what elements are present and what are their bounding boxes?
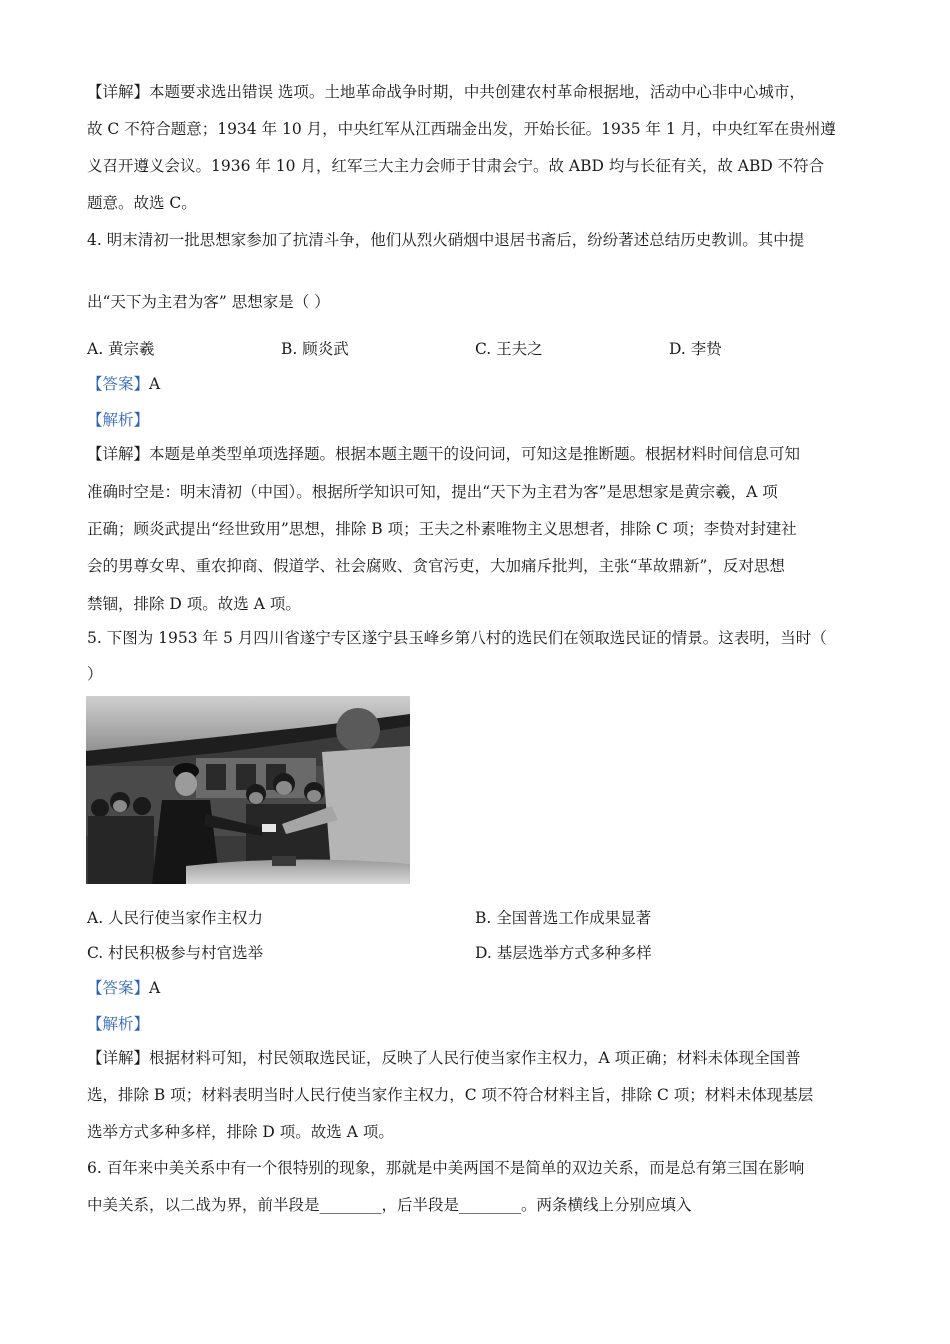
q5-option-a: A. 人民行使当家作主权力 — [87, 909, 264, 927]
q5-answer-tag: 【答案】 — [87, 979, 150, 997]
voter-registration-photo — [86, 696, 410, 884]
q5-option-b: B. 全国普选工作成果显著 — [475, 909, 652, 927]
q4-stem-line-1: 4. 明末清初一批思想家参加了抗清斗争，他们从烈火硝烟中退居书斋后，纷纷著述总结历史教训。其中提 — [87, 231, 805, 249]
q3-detail-line-4: 题意。故选 C。 — [87, 194, 197, 212]
q4-detail-line-1: 【详解】本题是单类型单项选择题。根据本题主题干的设问词，可知这是推断题。根据材料时间信息可知 — [87, 445, 801, 463]
q5-answer-value: A — [149, 979, 161, 997]
q5-answer — [87, 978, 160, 998]
q5-stem-line-2: ） — [87, 665, 103, 683]
q4-detail-line-5: 禁锢，排除 D 项。故选 A 项。 — [87, 595, 301, 613]
q5-detail-line-3: 选举方式多种多样，排除 D 项。故选 A 项。 — [87, 1123, 394, 1141]
q4-detail-line-3: 正确；顾炎武提出“经世致用”思想，排除 B 项；王夫之朴素唯物主义思想者，排除 C 项；李贽对封建社 — [87, 520, 797, 538]
q6-stem-line-2: 中美关系，以二战为界，前半段是________，后半段是________。两条横线上分别应填入 — [87, 1196, 692, 1214]
q3-detail-line-2: 故 C 不符合题意；1934 年 10 月，中央红军从江西瑞金出发，开始长征。1935 年 1 月，中央红军在贵州遵 — [87, 120, 836, 138]
q4-detail-line-4: 会的男尊女卑、重农抑商、假道学、社会腐败、贪官污吏，大加痛斥批判，主张“革故鼎新”，反对思想 — [87, 557, 785, 575]
q4-detail-line-2: 准确时空是：明末清初（中国）。根据所学知识可知，提出“天下为主君为客”是思想家是黄宗羲，A 项 — [87, 483, 778, 501]
q4-analysis-tag: 【解析】 — [87, 411, 150, 429]
q3-detail-line-3: 义召开遵义会议。1936 年 10 月，红军三大主力会师于甘肃会宁。故 ABD 均与长征有关，故 ABD 不符合 — [87, 157, 825, 175]
q5-analysis-tag: 【解析】 — [87, 1015, 150, 1033]
q5-stem-line-1: 5. 下图为 1953 年 5 月四川省遂宁专区遂宁县玉峰乡第八村的选民们在领取选民证的情景。这表明，当时（ — [87, 629, 827, 647]
q4-option-d: D. 李贽 — [669, 340, 722, 358]
q4-option-c: C. 王夫之 — [475, 340, 543, 358]
q5-detail-line-2: 选，排除 B 项；材料表明当时人民行使当家作主权力，C 项不符合材料主旨，排除 C 项；材料未体现基层 — [87, 1086, 814, 1104]
q4-option-b: B. 顾炎武 — [281, 340, 349, 358]
q3-detail-line-1: 【详解】本题要求选出错误 选项。土地革命战争时期，中共创建农村革命根据地，活动中心非中心城市， — [87, 83, 805, 101]
q4-option-a: A. 黄宗羲 — [87, 340, 155, 358]
q5-option-c: C. 村民积极参与村官选举 — [87, 944, 264, 962]
q4-answer — [87, 374, 160, 394]
q4-stem-line-2: 出“天下为主君为客” 思想家是（ ） — [87, 293, 330, 311]
q4-answer-tag: 【答案】 — [87, 375, 150, 393]
q6-stem-line-1: 6. 百年来中美关系中有一个很特别的现象，那就是中美两国不是简单的双边关系，而是总有第三国在影响 — [87, 1159, 805, 1177]
q4-answer-value: A — [149, 375, 161, 393]
q5-detail-line-1: 【详解】根据材料可知，村民领取选民证，反映了人民行使当家作主权力，A 项正确；材料未体现全国普 — [87, 1049, 801, 1067]
q5-option-d: D. 基层选举方式多种多样 — [475, 944, 652, 962]
